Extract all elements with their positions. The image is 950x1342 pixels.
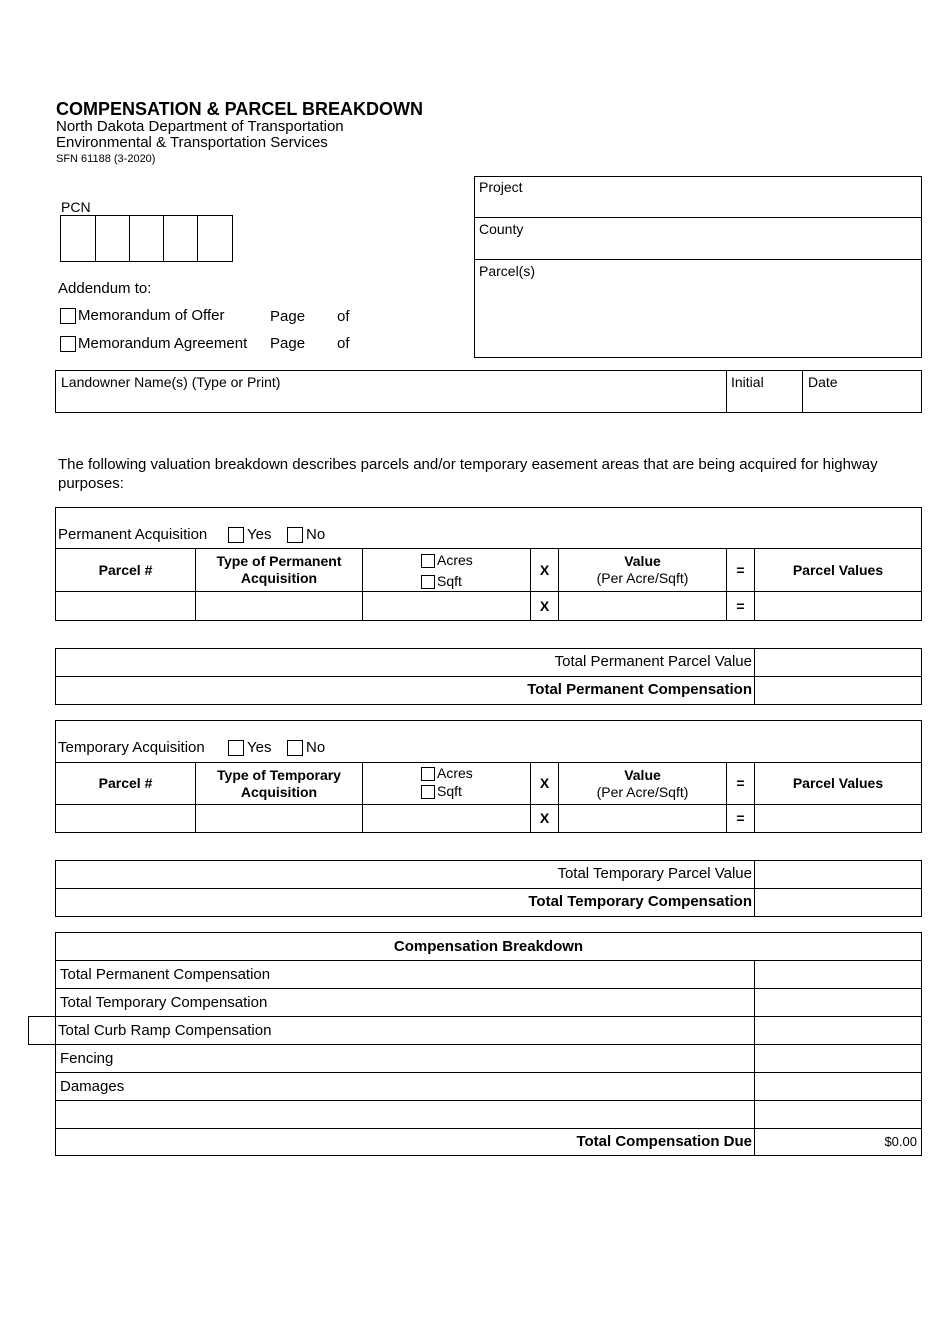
pcn-digit-3[interactable] bbox=[129, 215, 164, 262]
permanent-header-eq: = bbox=[736, 561, 745, 578]
pcn-label: PCN bbox=[61, 199, 91, 215]
total-permanent-parcel-value-field[interactable] bbox=[755, 649, 921, 676]
temporary-sqft-checkbox[interactable] bbox=[421, 785, 435, 799]
total-permanent-compensation-field[interactable] bbox=[755, 677, 921, 704]
agreement-page-label: Page bbox=[270, 335, 306, 352]
temporary-sqft-label: Sqft bbox=[437, 783, 462, 799]
temporary-col-value-line2: (Per Acre/Sqft) bbox=[596, 783, 689, 800]
org-line-1: North Dakota Department of Transportation bbox=[56, 118, 344, 135]
permanent-type-input[interactable] bbox=[196, 592, 362, 620]
permanent-col-value-line1: Value bbox=[624, 553, 661, 570]
form-number: SFN 61188 (3-2020) bbox=[56, 153, 156, 165]
memorandum-agreement-label: Memorandum Agreement bbox=[78, 335, 248, 352]
addendum-label: Addendum to: bbox=[58, 280, 152, 297]
memorandum-agreement-checkbox[interactable] bbox=[60, 336, 76, 352]
permanent-row-eq: = bbox=[736, 597, 745, 614]
breakdown-row-label: Total Curb Ramp Compensation bbox=[58, 1022, 272, 1039]
form-title: COMPENSATION & PARCEL BREAKDOWN bbox=[56, 99, 424, 119]
breakdown-value-field[interactable] bbox=[755, 1017, 921, 1044]
breakdown-row-label: Total Permanent Compensation bbox=[60, 966, 271, 983]
temporary-type-input[interactable] bbox=[196, 805, 362, 832]
permanent-parcel-values-input[interactable] bbox=[755, 592, 921, 620]
temporary-col-type-line1: Type of Temporary bbox=[217, 766, 341, 783]
temporary-col-value-line1: Value bbox=[624, 766, 661, 783]
permanent-no-label: No bbox=[306, 526, 326, 543]
permanent-col-value bbox=[559, 549, 726, 591]
initial-label: Initial bbox=[731, 374, 764, 390]
project-label: Project bbox=[479, 179, 523, 195]
temporary-col-type bbox=[196, 763, 362, 804]
permanent-col-type bbox=[196, 549, 362, 591]
pcn-digit-2[interactable] bbox=[95, 215, 130, 262]
breakdown-value-field[interactable] bbox=[755, 1073, 921, 1100]
parcels-label: Parcel(s) bbox=[479, 263, 536, 279]
landowner-name-label: Landowner Name(s) (Type or Print) bbox=[61, 374, 281, 390]
date-label: Date bbox=[808, 374, 838, 390]
county-label: County bbox=[479, 221, 524, 237]
total-temporary-parcel-value-label: Total Temporary Parcel Value bbox=[557, 865, 752, 882]
temporary-col-type-line2: Acquisition bbox=[240, 783, 318, 800]
temporary-no-checkbox[interactable] bbox=[287, 740, 303, 756]
permanent-acres-label: Acres bbox=[437, 552, 473, 568]
total-temporary-compensation-label: Total Temporary Compensation bbox=[528, 893, 752, 910]
permanent-area-input[interactable] bbox=[363, 592, 530, 620]
temporary-area-input[interactable] bbox=[363, 805, 530, 832]
temporary-parcel-input[interactable] bbox=[56, 805, 195, 832]
pcn-digit-5[interactable] bbox=[197, 215, 233, 262]
temporary-col-parcel-values: Parcel Values bbox=[792, 775, 884, 792]
temporary-no-label: No bbox=[306, 739, 326, 756]
county-field[interactable] bbox=[474, 238, 922, 259]
total-permanent-parcel-value-label: Total Permanent Parcel Value bbox=[554, 653, 752, 670]
breakdown-row-label: Fencing bbox=[60, 1050, 114, 1067]
memorandum-of-offer-label: Memorandum of Offer bbox=[78, 307, 225, 324]
total-temporary-compensation-field[interactable] bbox=[755, 889, 921, 916]
breakdown-extra-label-field[interactable] bbox=[56, 1101, 754, 1128]
permanent-sqft-label: Sqft bbox=[437, 573, 462, 589]
parcels-field[interactable] bbox=[474, 280, 922, 358]
permanent-heading: Permanent Acquisition bbox=[58, 526, 208, 543]
temporary-yes-checkbox[interactable] bbox=[228, 740, 244, 756]
temporary-parcel-values-input[interactable] bbox=[755, 805, 921, 832]
permanent-parcel-input[interactable] bbox=[56, 592, 195, 620]
breakdown-value-field[interactable] bbox=[755, 989, 921, 1016]
total-temporary-parcel-value-field[interactable] bbox=[755, 861, 921, 888]
temporary-header-eq: = bbox=[736, 775, 745, 792]
temporary-col-value bbox=[559, 763, 726, 804]
permanent-col-parcel-values: Parcel Values bbox=[792, 561, 884, 578]
permanent-yes-label: Yes bbox=[247, 526, 272, 543]
memorandum-of-offer-checkbox[interactable] bbox=[60, 308, 76, 324]
temporary-yes-label: Yes bbox=[247, 739, 272, 756]
date-field[interactable] bbox=[803, 391, 921, 412]
breakdown-row-label: Total Temporary Compensation bbox=[60, 994, 268, 1011]
intro-text: The following valuation breakdown describes parcels and/or temporary easement areas that are being acquired for highway purposes: bbox=[58, 456, 878, 492]
permanent-sqft-checkbox[interactable] bbox=[421, 575, 435, 589]
total-compensation-due-value[interactable]: $0.00 bbox=[884, 1134, 917, 1149]
pcn-digit-4[interactable] bbox=[163, 215, 198, 262]
temporary-row-eq: = bbox=[736, 810, 745, 827]
temporary-value-input[interactable] bbox=[559, 805, 726, 832]
total-permanent-compensation-label: Total Permanent Compensation bbox=[527, 681, 752, 698]
permanent-value-input[interactable] bbox=[559, 592, 726, 620]
temporary-col-parcel: Parcel # bbox=[98, 775, 153, 792]
agreement-of-label: of bbox=[337, 335, 350, 352]
breakdown-value-field[interactable] bbox=[755, 1101, 921, 1128]
permanent-row-x: X bbox=[539, 597, 550, 614]
temporary-row-x: X bbox=[539, 810, 550, 827]
permanent-no-checkbox[interactable] bbox=[287, 527, 303, 543]
breakdown-heading: Compensation Breakdown bbox=[393, 938, 584, 955]
permanent-col-value-line2: (Per Acre/Sqft) bbox=[596, 570, 689, 586]
breakdown-value-field[interactable] bbox=[755, 1045, 921, 1072]
total-compensation-due-label: Total Compensation Due bbox=[576, 1133, 752, 1150]
permanent-acres-checkbox[interactable] bbox=[421, 554, 435, 568]
offer-page-label: Page bbox=[270, 308, 306, 325]
temporary-acres-label: Acres bbox=[437, 765, 473, 781]
org-line-2: Environmental & Transportation Services bbox=[56, 134, 328, 151]
offer-of-label: of bbox=[337, 308, 350, 325]
permanent-col-parcel: Parcel # bbox=[98, 561, 153, 578]
pcn-digit-1[interactable] bbox=[60, 215, 96, 262]
permanent-header-x: X bbox=[539, 561, 550, 578]
initial-field[interactable] bbox=[727, 391, 802, 412]
permanent-col-type-line2: Acquisition bbox=[240, 570, 318, 586]
project-field[interactable] bbox=[474, 196, 922, 217]
permanent-yes-checkbox[interactable] bbox=[228, 527, 244, 543]
temporary-header-x: X bbox=[539, 775, 550, 792]
permanent-col-type-line1: Type of Permanent bbox=[216, 553, 342, 570]
landowner-name-field[interactable] bbox=[56, 391, 726, 412]
breakdown-row-label: Damages bbox=[60, 1078, 125, 1095]
temporary-acres-checkbox[interactable] bbox=[421, 767, 435, 781]
breakdown-value-field[interactable] bbox=[755, 961, 921, 988]
temporary-heading: Temporary Acquisition bbox=[58, 739, 205, 756]
